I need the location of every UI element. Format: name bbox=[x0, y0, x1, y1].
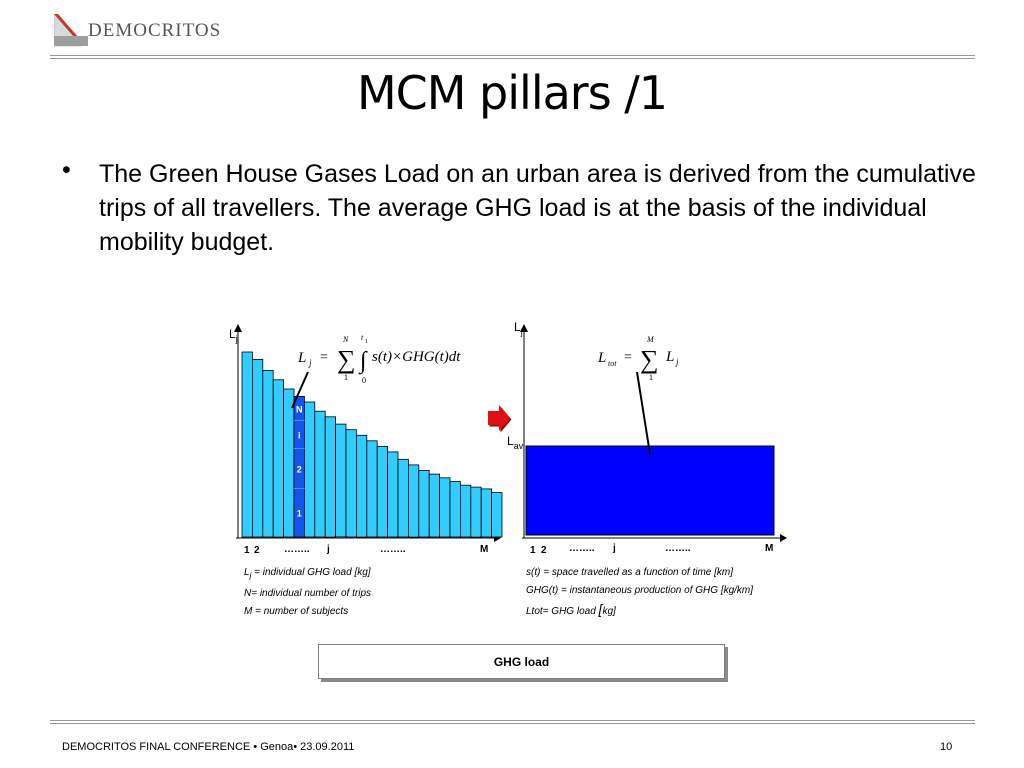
formula-integral: ∫ bbox=[360, 348, 367, 374]
right-x-j: j bbox=[613, 543, 616, 554]
bar bbox=[492, 493, 502, 537]
rformula-rhs: L bbox=[666, 349, 675, 365]
bar bbox=[263, 371, 273, 538]
right-x-labels bbox=[530, 543, 773, 556]
rformula-sigma: ∑ bbox=[640, 345, 659, 374]
left-x-labels bbox=[244, 544, 488, 556]
bar bbox=[356, 435, 366, 537]
right-y-label-sub: j bbox=[520, 327, 523, 337]
bar bbox=[315, 411, 325, 537]
formula-int-upper: t bbox=[361, 333, 364, 342]
bar bbox=[440, 478, 450, 537]
right-pointer-line bbox=[637, 372, 650, 454]
bullet-marker: • bbox=[62, 156, 71, 184]
segment-label: 1 bbox=[296, 508, 302, 519]
caption-ghgt: GHG(t) = instantaneous production of GHG [kg/km] bbox=[526, 585, 754, 596]
bar bbox=[408, 465, 418, 537]
right-x-axis-arrow bbox=[780, 534, 787, 542]
caption-n: N= individual number of trips bbox=[244, 588, 372, 599]
rformula-sum-upper: M bbox=[647, 335, 654, 344]
left-x-m: M bbox=[480, 544, 489, 555]
bar bbox=[242, 352, 252, 537]
bar bbox=[377, 446, 387, 537]
lav-label: L bbox=[507, 434, 514, 448]
rformula-lhs-sub: tot bbox=[608, 359, 617, 368]
left-x-dots1: …….. bbox=[284, 544, 310, 555]
formula-integrand: s(t)×GHG(t)dt bbox=[372, 349, 461, 365]
footer-conference: DEMOCRITOS FINAL CONFERENCE • Genoa• 23.09.2011 bbox=[62, 741, 355, 753]
bar bbox=[388, 452, 398, 537]
red-arrow-icon bbox=[488, 405, 512, 433]
rformula-sum-lower: 1 bbox=[649, 373, 653, 382]
left-chart bbox=[229, 324, 502, 556]
caption-lj: $L_j$ = individual GHG load [kg] bbox=[244, 567, 371, 580]
logo-text: DEMOCRITOS bbox=[88, 20, 222, 41]
caption-ltot: Ltot= GHG load [kg] bbox=[526, 601, 616, 617]
footer-page-number: 10 bbox=[940, 741, 953, 753]
formula-sum-lower: 1 bbox=[344, 373, 348, 382]
bar bbox=[481, 489, 491, 537]
left-x-j: j bbox=[327, 544, 330, 555]
bar bbox=[336, 424, 346, 537]
bar bbox=[367, 441, 377, 537]
lav-block bbox=[526, 446, 774, 535]
formula-int-lower: 0 bbox=[362, 376, 366, 385]
bar bbox=[398, 459, 408, 537]
bar bbox=[471, 487, 481, 537]
right-y-label: L bbox=[514, 320, 521, 334]
right-chart bbox=[507, 320, 787, 556]
bar bbox=[273, 380, 283, 537]
right-x-2: 2 bbox=[541, 545, 547, 556]
slide-title: MCM pillars /1 bbox=[356, 66, 668, 120]
footer-divider bbox=[50, 720, 975, 721]
bullet-text: The Green House Gases Load on an urban area is derived from the cumulative trips of all travellers. The average GHG load is at the basis of the individual mobility budget. bbox=[99, 160, 976, 256]
bar bbox=[252, 359, 262, 537]
footer-divider-secondary bbox=[50, 723, 975, 724]
bar bbox=[284, 389, 294, 537]
rformula-lhs: L bbox=[598, 350, 607, 366]
bar bbox=[325, 417, 335, 537]
bar bbox=[429, 474, 439, 537]
left-x-dots2: …….. bbox=[380, 544, 406, 555]
formula-sum-upper: N bbox=[343, 335, 349, 344]
formula-int-upper-sub: 1 bbox=[365, 339, 368, 345]
ghg-load-label: GHG load bbox=[493, 654, 550, 669]
segment-label: i bbox=[297, 430, 301, 441]
formula-lhs-sub: j bbox=[309, 358, 312, 368]
left-x-2: 2 bbox=[254, 545, 260, 556]
bar bbox=[304, 402, 314, 537]
left-captions bbox=[244, 564, 371, 621]
formula-equals: = bbox=[320, 350, 328, 365]
formula-lhs: L bbox=[298, 350, 307, 366]
left-y-label-sub: j bbox=[235, 334, 238, 344]
bar bbox=[450, 482, 460, 538]
bar bbox=[419, 470, 429, 537]
caption-m: M = number of subjects bbox=[244, 606, 349, 617]
lav-label-sub: av bbox=[513, 441, 524, 451]
segment-label: 2 bbox=[296, 464, 302, 475]
svg-text:Lj bbox=[514, 320, 523, 337]
right-x-dots1: …….. bbox=[569, 543, 595, 554]
svg-text:Lav bbox=[507, 434, 524, 451]
rformula-equals: = bbox=[624, 350, 632, 365]
formula-sigma: ∑ bbox=[337, 345, 356, 374]
right-captions bbox=[526, 564, 753, 621]
left-formula bbox=[297, 333, 461, 385]
right-x-1: 1 bbox=[530, 545, 536, 556]
segment-label: N bbox=[295, 404, 303, 415]
ghg-load-box bbox=[318, 644, 725, 679]
bar bbox=[460, 485, 470, 537]
right-x-m: M bbox=[765, 543, 774, 554]
bar bbox=[346, 430, 356, 537]
caption-st: s(t) = space travelled as a function of time [km] bbox=[526, 567, 734, 578]
rformula-rhs-sub: j bbox=[676, 357, 679, 367]
left-x-1: 1 bbox=[244, 545, 250, 556]
right-x-dots2: …….. bbox=[665, 543, 691, 554]
left-y-label: L bbox=[229, 327, 236, 341]
